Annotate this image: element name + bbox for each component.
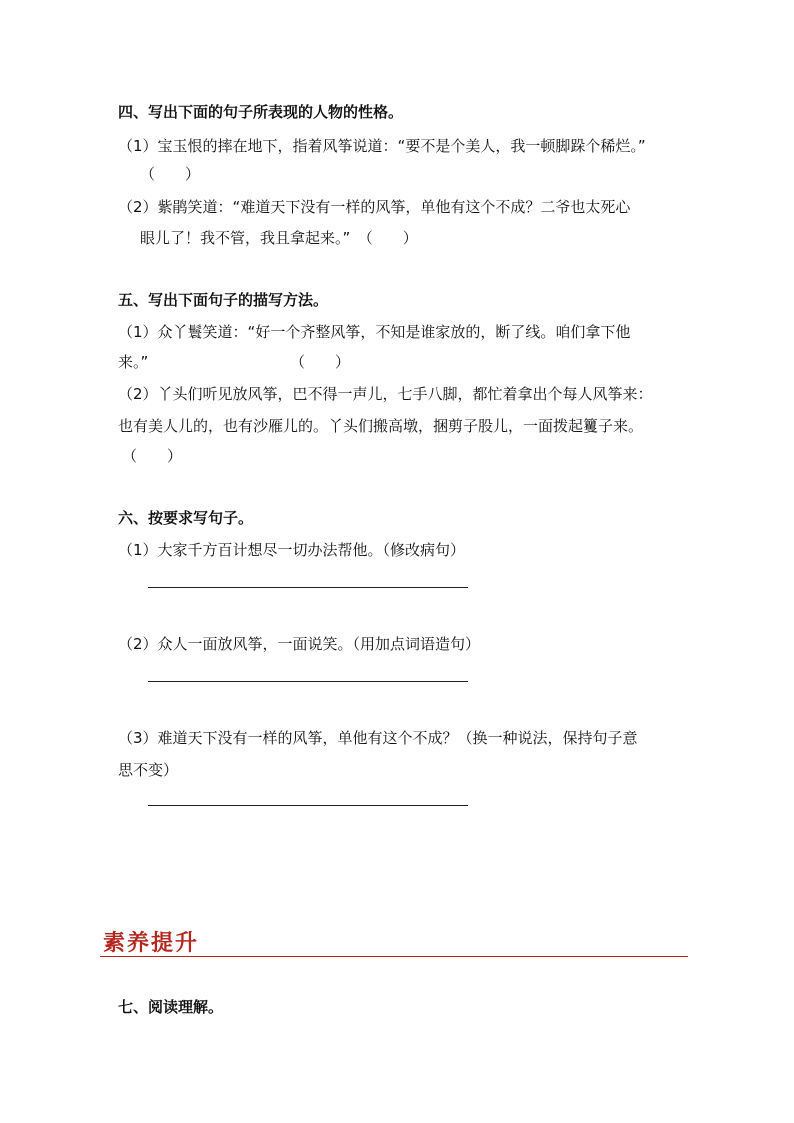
section-5-q2-line2: 也有美人儿的，也有沙雁儿的。丫头们搬高墩，捆剪子股儿，一面拨起籰子来。 bbox=[118, 417, 644, 435]
section-6-q3-line2: 思不变） bbox=[118, 761, 179, 779]
section-6-q3-line1: （3）难道天下没有一样的风筝，单他有这个不成？（换一种说法，保持句子意 bbox=[118, 729, 638, 747]
section-4-q1-answer-blank[interactable]: （ ） bbox=[140, 165, 201, 183]
section-6-q2: （2）众人一面放风筝，一面说笑。（用加点词语造句） bbox=[118, 635, 481, 653]
section-5-title: 五、写出下面句子的描写方法。 bbox=[118, 291, 329, 309]
section-5-q1-line2: 来。” bbox=[118, 353, 149, 371]
section-6-title: 六、按要求写句子。 bbox=[118, 509, 254, 527]
section-4-q2-line2: 眼儿了！我不管，我且拿起来。” （ ） bbox=[140, 229, 418, 247]
section-4-q2-line1: （2）紫鹃笑道：“难道天下没有一样的风筝，单他有这个不成？二爷也太死心 bbox=[118, 198, 631, 216]
section-5-q1-answer-blank[interactable]: （ ） bbox=[290, 353, 351, 371]
section-4-title: 四、写出下面的句子所表现的人物的性格。 bbox=[118, 103, 404, 121]
section-4-q1-line1: （1）宝玉恨的摔在地下，指着风筝说道：“要不是个美人，我一顿脚跺个稀烂。” bbox=[118, 137, 646, 155]
section-6-q3-answer-line[interactable] bbox=[148, 805, 468, 806]
banner-divider bbox=[100, 956, 688, 957]
section-5-q1-line1: （1）众丫鬟笑道：“好一个齐整风筝，不知是谁家放的，断了线。咱们拿下他 bbox=[118, 323, 631, 341]
section-6-q2-answer-line[interactable] bbox=[148, 681, 468, 682]
section-5-q2-answer-blank[interactable]: （ ） bbox=[122, 447, 183, 465]
section-6-q1-answer-line[interactable] bbox=[148, 587, 468, 588]
section-5-q2-line1: （2）丫头们听见放风筝，巴不得一声儿，七手八脚，都忙着拿出个每人风筝来： bbox=[118, 385, 653, 403]
banner-title: 素养提升 bbox=[103, 930, 200, 956]
section-7-title: 七、阅读理解。 bbox=[118, 998, 224, 1016]
section-6-q1: （1）大家千方百计想尽一切办法帮他。（修改病句） bbox=[118, 541, 466, 559]
